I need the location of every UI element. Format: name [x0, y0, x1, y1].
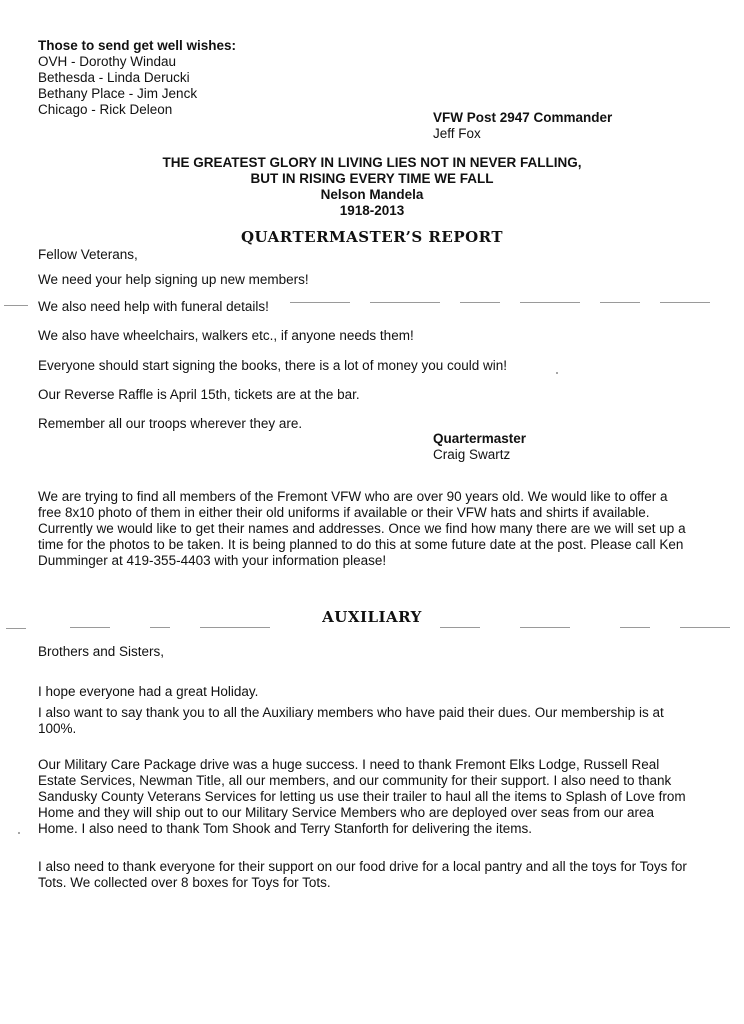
qm-paragraph: We also need help with funeral details! [38, 299, 269, 314]
scan-mark [520, 627, 570, 628]
qm-signoff-title: Quartermaster [433, 431, 527, 446]
scan-mark [520, 302, 580, 303]
mandela-quote [0, 155, 744, 219]
quartermaster-signoff [433, 431, 526, 463]
scan-mark [620, 627, 650, 628]
scan-mark [460, 302, 500, 303]
qm-paragraph: Our Reverse Raffle is April 15th, tickets are at the bar. [38, 387, 360, 402]
qm-paragraph: Everyone should start signing the books, there is a lot of money you could win! [38, 358, 508, 373]
over-90-paragraph [38, 489, 718, 569]
get-well-entry: Bethany Place - Jim Jenck [38, 86, 198, 101]
paragraph-line: Home. I also need to thank Tom Shook and Terry Stanforth for delivering the items. [38, 821, 533, 836]
paragraph-line: time for the photos to be taken. It is being planned to do this at some future date at the post. Please call Ken [38, 537, 684, 552]
get-well-entry: Chicago - Rick Deleon [38, 102, 173, 117]
commander-signoff [433, 110, 612, 142]
paragraph-line: free 8x10 photo of them in either their old uniforms if available or their VFW hats and shirts if available. [38, 505, 650, 520]
qm-paragraph: We also have wheelchairs, walkers etc., if anyone needs them! [38, 328, 414, 343]
quote-line: THE GREATEST GLORY IN LIVING LIES NOT IN NEVER FALLING, [162, 155, 582, 170]
quartermaster-report-heading: QUARTERMASTER’S REPORT [240, 228, 504, 246]
scan-speck [556, 372, 558, 374]
scan-mark [370, 302, 440, 303]
scan-mark [200, 627, 270, 628]
commander-name: Jeff Fox [433, 126, 481, 141]
scan-mark [150, 627, 170, 628]
scan-mark [600, 302, 640, 303]
scan-mark [680, 627, 730, 628]
quote-line: BUT IN RISING EVERY TIME WE FALL [250, 171, 494, 186]
paragraph-line: We are trying to find all members of the Fremont VFW who are over 90 years old. We would like to offer a [38, 489, 668, 504]
paragraph-line: Our Military Care Package drive was a huge success. I need to thank Fremont Elks Lodge, Russell Real [38, 757, 660, 772]
quote-years: 1918-2013 [339, 203, 405, 218]
scan-mark [290, 302, 350, 303]
paragraph-line: Sandusky County Veterans Services for letting us use their trailer to haul all the items to Splash of Love from [38, 789, 686, 804]
paragraph-line: I also want to say thank you to all the Auxiliary members who have paid their dues. Our membership is at [38, 705, 664, 720]
scan-mark [660, 302, 710, 303]
paragraph-line: Estate Services, Newman Title, all our members, and our community for their support. I also need to thank [38, 773, 672, 788]
paragraph-line: Home and they will ship out to our Military Service Members who are deployed over seas from our area [38, 805, 655, 820]
aux-care-package-paragraph [38, 757, 718, 837]
aux-paragraph: I hope everyone had a great Holiday. [38, 684, 259, 699]
get-well-section [38, 38, 236, 118]
scan-speck [18, 832, 20, 834]
scan-mark [6, 628, 26, 629]
qm-signoff-name: Craig Swartz [433, 447, 511, 462]
get-well-entry: Bethesda - Linda Derucki [38, 70, 190, 85]
aux-salutation: Brothers and Sisters, [38, 644, 165, 659]
aux-food-drive-paragraph [38, 859, 718, 891]
paragraph-line: I also need to thank everyone for their support on our food drive for a local pantry and all the toys for Toys for [38, 859, 687, 874]
paragraph-line: Currently we would like to get their names and addresses. Once we find how many there are we will set up a [38, 521, 686, 536]
auxiliary-heading: AUXILIARY [322, 608, 422, 626]
scan-mark [4, 305, 28, 306]
qm-paragraph: Remember all our troops wherever they are. [38, 416, 303, 431]
commander-title: VFW Post 2947 Commander [433, 110, 613, 125]
aux-dues-paragraph [38, 705, 718, 737]
scan-mark [440, 627, 480, 628]
qm-salutation: Fellow Veterans, [38, 247, 138, 262]
paragraph-line: Tots. We collected over 8 boxes for Toys for Tots. [38, 875, 331, 890]
paragraph-line: Dumminger at 419-355-4403 with your information please! [38, 553, 387, 568]
get-well-heading: Those to send get well wishes: [38, 38, 237, 53]
quote-author: Nelson Mandela [320, 187, 424, 202]
qm-paragraph: We need your help signing up new members! [38, 272, 309, 287]
get-well-entry: OVH - Dorothy Windau [38, 54, 177, 69]
scan-mark [70, 627, 110, 628]
paragraph-line: 100%. [38, 721, 77, 736]
